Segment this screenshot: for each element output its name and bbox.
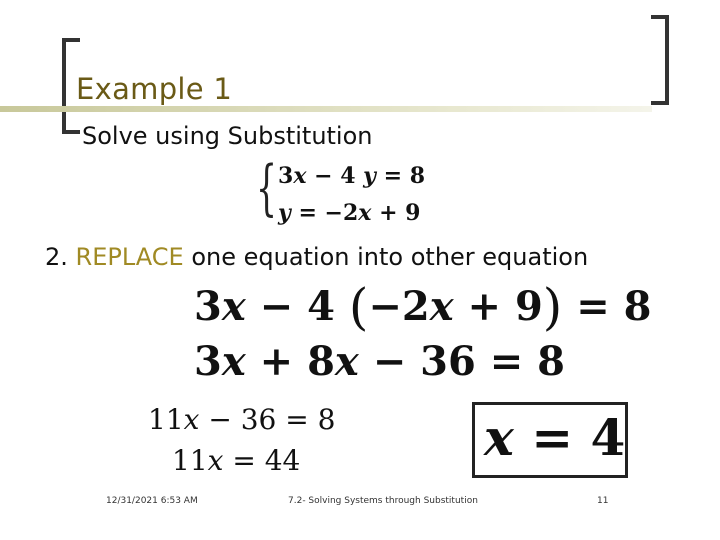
work-line-1: 3x − 4 (−2x + 9) = 8 [194, 278, 652, 336]
answer-equation: x = 4 [484, 408, 626, 467]
slide-subtitle: Solve using Substitution [82, 122, 373, 150]
step-keyword: REPLACE [75, 243, 184, 271]
work-line-2: 3x + 8x − 36 = 8 [194, 338, 565, 385]
footer-date: 12/31/2021 6:53 AM [106, 496, 198, 506]
title-underline-bar [0, 106, 652, 112]
footer-title: 7.2- Solving Systems through Substitution [288, 496, 478, 506]
step-instruction: 2. REPLACE one equation into other equation [45, 243, 589, 271]
work-line-4: 11x = 44 [172, 444, 301, 477]
system-equation-1: 3x − 4 y = 8 [278, 163, 426, 189]
right-bracket-decoration [651, 15, 669, 105]
system-equation-2: y = −2x + 9 [278, 200, 421, 226]
footer-page-number: 11 [597, 496, 609, 506]
system-brace: { [256, 153, 278, 223]
work-line-3: 11x − 36 = 8 [148, 403, 336, 436]
slide-title: Example 1 [76, 72, 233, 106]
